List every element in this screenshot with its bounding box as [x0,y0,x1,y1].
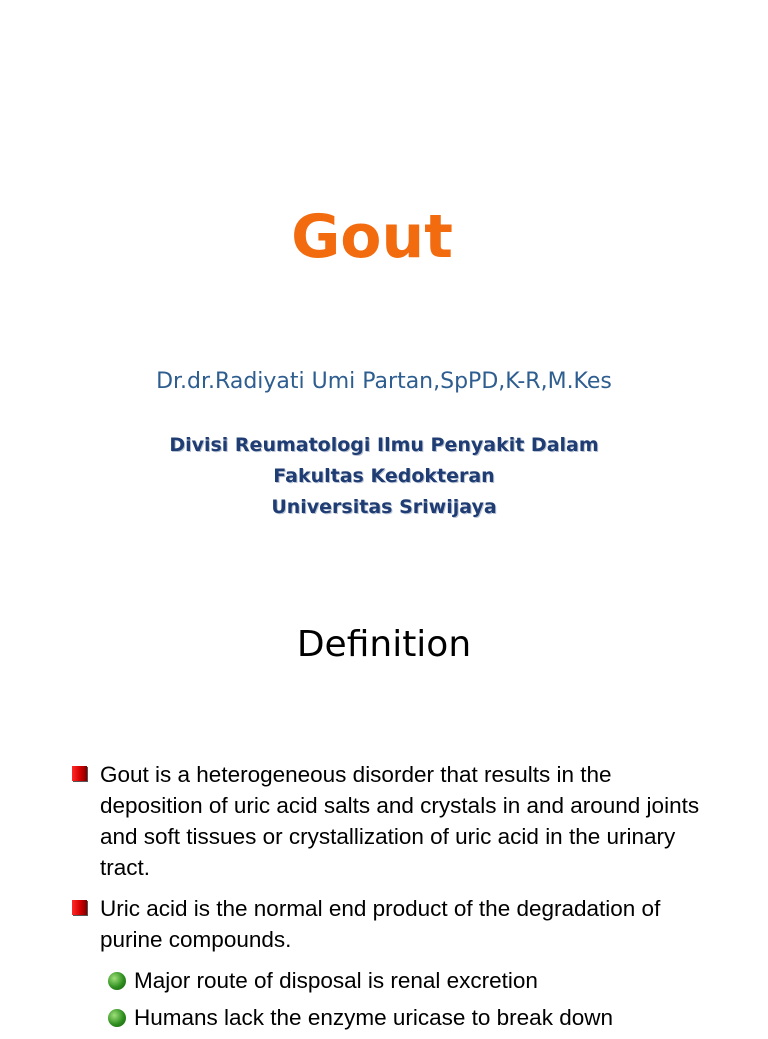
affiliation-block [0,430,768,523]
red-square-bullet-icon [72,766,87,781]
sub-bullet-item [70,1002,720,1033]
bullet-list [70,759,720,1039]
green-sphere-bullet-icon [108,972,126,990]
sub-bullet-text: Humans lack the enzyme uricase to break down [134,1005,613,1030]
sub-bullet-text: Major route of disposal is renal excretion [134,968,538,993]
definition-slide [0,576,768,1030]
slide-title: Gout [291,202,453,272]
bullet-text: Uric acid is the normal end product of the degradation of purine compounds. [100,896,661,952]
definition-title: Definition [296,624,472,665]
sub-bullet-item [70,965,720,996]
affiliation-division: Divisi Reumatologi Ilmu Penyakit Dalam [169,434,599,456]
author-name: Dr.dr.Radiyati Umi Partan,SpPD,K-R,M.Kes [156,369,612,394]
bullet-text: Gout is a heterogeneous disorder that results in the deposition of uric acid salts and crystals in and around joints and soft tissues or crystallization of uric acid in the urinary tract. [100,762,700,880]
bullet-item [70,759,720,883]
red-square-bullet-icon [72,900,87,915]
green-sphere-bullet-icon [108,1009,126,1027]
affiliation-university: Universitas Sriwijaya [271,496,497,518]
affiliation-faculty: Fakultas Kedokteran [273,465,495,487]
bullet-item [70,893,720,955]
